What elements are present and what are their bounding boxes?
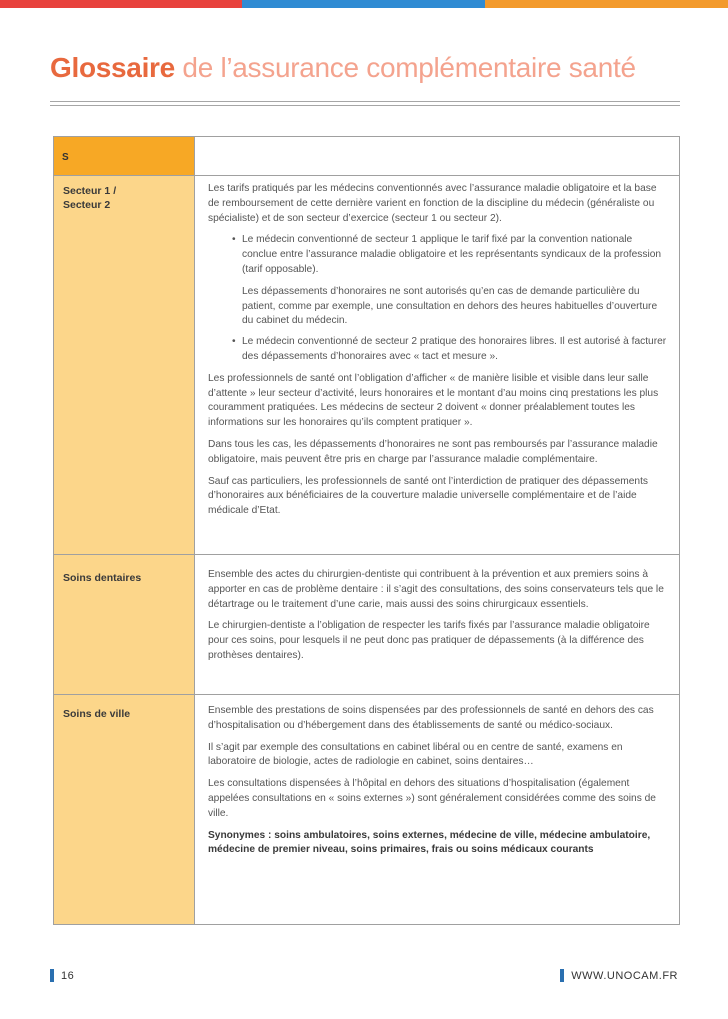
footer-marker-icon <box>50 969 54 982</box>
glossary-term <box>63 707 188 721</box>
definition-paragraph: Il s’agit par exemple des consultations en cabinet libéral ou en centre de santé, examens en laboratoire de biologie, actes de radiologie en cabinet, soins dentaires… <box>208 741 623 768</box>
glossary-table <box>53 136 680 925</box>
synonyms-paragraph: Synonymes : soins ambulatoires, soins externes, médecine de ville, médecine ambulatoire, médecine de premier niveau, soins primaires, frais ou soins médicaux courants <box>208 829 651 856</box>
bullet-list <box>208 233 670 364</box>
glossary-term <box>63 184 188 212</box>
definition-paragraph: Les tarifs pratiqués par les médecins conventionnés avec l’assurance maladie obligatoire et la base de remboursement de cette dernière varient en fonction de la discipline du médecin (généraliste ou spécialiste) et de son secteur d’exercice (secteur 1 ou secteur 2). <box>208 183 657 224</box>
term-soins-de-ville: Soins de ville <box>63 708 131 720</box>
definition-paragraph: Les professionnels de santé ont l’obligation d’afficher « de manière lisible et visible dans leur salle d’attente » leur secteur d’activité, leurs honoraires et le montant d’au moins cinq prestations les plus couramment pratiquées. Les médecins de secteur 2 doivent « donner préalablement toutes les informations sur les honoraires qu’ils comptent pratiquer ». <box>208 372 659 429</box>
definition-paragraph: Les consultations dispensées à l’hôpital en dehors des situations d’hospitalisation (également appelées consultations en « soins externes ») sont généralement considérées comme des soins de ville. <box>208 778 656 819</box>
section-letter: S <box>62 152 69 163</box>
top-color-bar <box>0 0 728 8</box>
definition-paragraph: Le chirurgien-dentiste a l’obligation de respecter les tarifs fixés par l’assurance maladie obligatoire pour ces soins, pour lesquels il ne peut donc pas pratiquer de dépassements (à la différence des prothèses dentaires). <box>208 620 650 661</box>
footer-page-number <box>50 969 74 982</box>
row-divider <box>54 554 679 555</box>
definition-paragraph: Sauf cas particuliers, les professionnels de santé ont l’interdiction de pratiquer des dépassements d’honoraires aux bénéficiaires de la couverture maladie universelle complémentaire et de l’aide médicale d’Etat. <box>208 475 649 517</box>
bullet-subtext: Les dépassements d’honoraires ne sont autorisés qu’en cas de demande particulière du patient, comme par exemple, une consultation en dehors des heures habituelles d’ouverture du cabinet du médecin. <box>242 285 658 327</box>
glossary-term <box>63 571 188 585</box>
glossary-definition <box>208 568 670 671</box>
row-divider <box>54 175 679 176</box>
definition-paragraph: Ensemble des prestations de soins dispensées par des professionnels de santé en dehors des cas d’hospitalisation ou d’hébergement dans des établissements de santé ou médico-sociaux. <box>208 705 654 731</box>
footer-marker-icon <box>560 969 564 982</box>
bullet-text: Le médecin conventionné de secteur 1 applique le tarif fixé par la convention nationale conclue entre l’assurance maladie obligatoire et les représentants syndicaux de la profession (tarif opposable). <box>242 234 662 275</box>
footer-website <box>560 969 678 982</box>
term-soins-dentaires: Soins dentaires <box>63 572 142 584</box>
title-rest: de l’assurance complémentaire santé <box>174 52 636 83</box>
column-divider <box>194 137 195 924</box>
letter-cell <box>54 137 194 175</box>
bullet-icon: • <box>232 234 236 246</box>
title-bold: Glossaire <box>50 52 175 83</box>
list-item <box>232 335 670 365</box>
definition-paragraph: Ensemble des actes du chirurgien-dentiste qui contribuent à la prévention et aux premiers soins à apporter en cas de problème dentaire : il s’agit des consultations, des soins conservateurs tels que le détartrage ou le traitement d’une carie, mais aussi des soins chirurgicaux essentiels. <box>208 569 664 610</box>
bullet-icon: • <box>232 336 236 348</box>
glossary-definition <box>208 704 670 865</box>
top-bar-blue-1 <box>242 0 485 8</box>
row-divider <box>54 694 679 695</box>
list-item <box>232 233 670 329</box>
website-link[interactable]: WWW.UNOCAM.FR <box>571 969 678 982</box>
glossary-definition <box>208 182 670 526</box>
bullet-text: Le médecin conventionné de secteur 2 pratique des honoraires libres. Il est autorisé à facturer des dépassements d’honoraires avec « tact et mesure ». <box>242 336 667 362</box>
top-bar-red <box>0 0 242 8</box>
top-bar-orange <box>485 0 728 8</box>
page-number: 16 <box>61 969 75 982</box>
definition-paragraph: Dans tous les cas, les dépassements d’honoraires ne sont pas remboursés par l’assurance maladie obligatoire, mais peuvent être pris en charge par l’assurance maladie complémentaire. <box>208 438 658 465</box>
title-divider-top <box>50 101 680 102</box>
term-column <box>54 137 194 924</box>
page-title <box>50 52 636 84</box>
title-divider-bottom <box>50 105 680 106</box>
term-secteur: Secteur 1 / Secteur 2 <box>63 185 117 211</box>
